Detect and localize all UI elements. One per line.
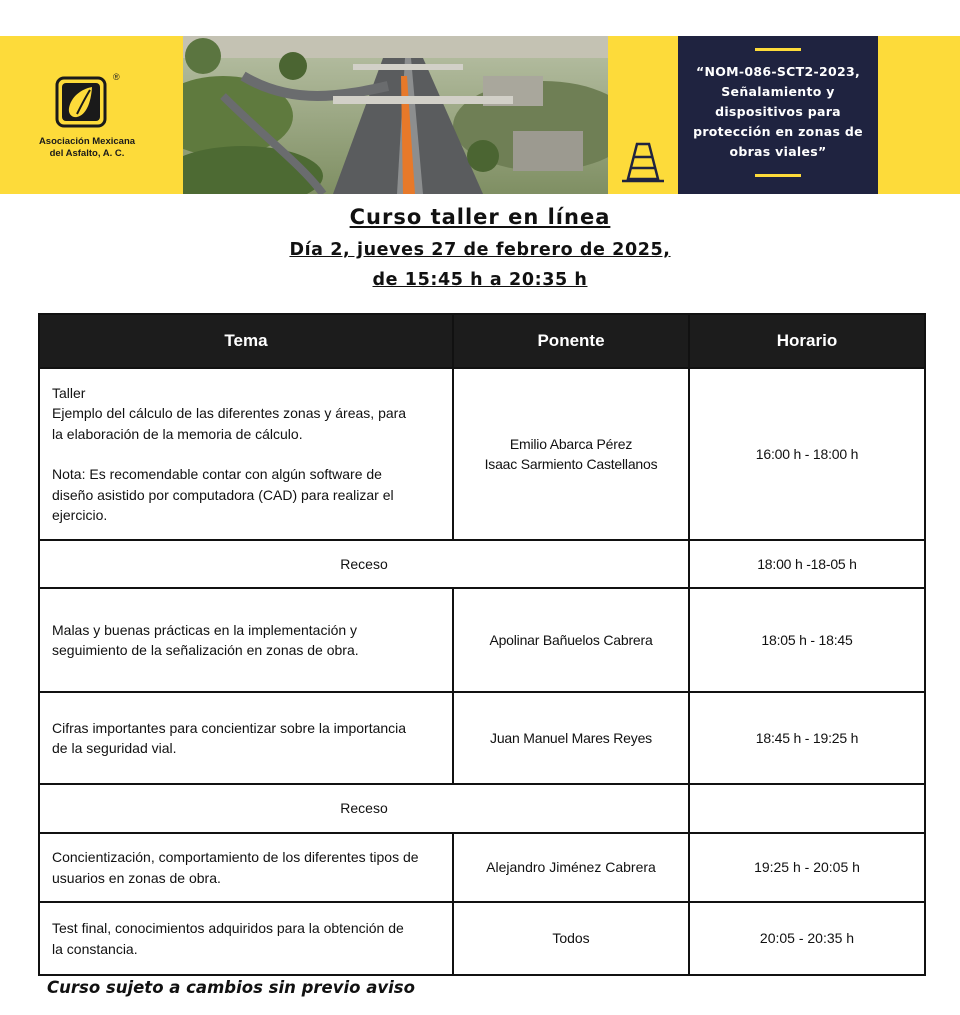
- schedule-cell: 20:05 - 20:35 h: [689, 902, 925, 975]
- header-speaker: Ponente: [453, 314, 689, 368]
- schedule-cell: [689, 784, 925, 833]
- recess-row: [39, 540, 925, 588]
- amaac-logo-icon: [55, 76, 107, 128]
- schedule-cell: 18:00 h -18-05 h: [689, 540, 925, 588]
- speaker-cell: Apolinar Bañuelos Cabrera: [453, 588, 689, 692]
- registered-mark: ®: [113, 72, 120, 82]
- recess-cell: Receso: [39, 784, 689, 833]
- highway-photo: [183, 36, 608, 194]
- table-row: [39, 692, 925, 784]
- header-topic: Tema: [39, 314, 453, 368]
- event-date: Día 2, jueves 27 de febrero de 2025,: [289, 240, 671, 260]
- schedule-cell: 19:25 h - 20:05 h: [689, 833, 925, 902]
- topic-cell: Malas y buenas prácticas en la implementación y seguimiento de la señalización en zonas de obra.: [39, 588, 453, 692]
- table-row: [39, 833, 925, 902]
- course-title: “NOM-086-SCT2-2023, Señalamiento y dispositivos para protección en zonas de obras viales”: [693, 64, 863, 159]
- accent-line-top: [755, 48, 801, 51]
- course-title-panel: [678, 36, 878, 194]
- schedule-cell: 18:45 h - 19:25 h: [689, 692, 925, 784]
- speaker-cell: Juan Manuel Mares Reyes: [453, 692, 689, 784]
- disclaimer-note: Curso sujeto a cambios sin previo aviso: [47, 978, 415, 997]
- right-yellow-panel: [878, 36, 960, 194]
- page-title: Curso taller en línea: [349, 205, 611, 229]
- cone-panel: [608, 36, 678, 194]
- event-time: de 15:45 h a 20:35 h: [372, 270, 588, 290]
- schedule-cell: 18:05 h - 18:45: [689, 588, 925, 692]
- speaker-cell: Emilio Abarca Pérez Isaac Sarmiento Castellanos: [453, 368, 689, 540]
- table-row: [39, 368, 925, 540]
- topic-cell: Cifras importantes para concientizar sobre la importancia de la seguridad vial.: [39, 692, 453, 784]
- highway-aerial-image: [183, 36, 608, 194]
- recess-cell: Receso: [39, 540, 689, 588]
- speaker-cell: Todos: [453, 902, 689, 975]
- speaker-cell: Alejandro Jiménez Cabrera: [453, 833, 689, 902]
- accent-line-bottom: [755, 174, 801, 177]
- logo-text: Asociación Mexicana del Asfalto, A. C.: [38, 136, 136, 159]
- table-header-row: [39, 314, 925, 368]
- logo-panel: [0, 36, 183, 194]
- table-row: [39, 902, 925, 975]
- schedule-cell: 16:00 h - 18:00 h: [689, 368, 925, 540]
- header-banner: [0, 36, 960, 194]
- topic-cell: Test final, conocimientos adquiridos para la obtención de la constancia.: [39, 902, 453, 975]
- header-schedule: Horario: [689, 314, 925, 368]
- schedule-table: [38, 313, 926, 976]
- traffic-cone-icon: [608, 36, 678, 194]
- table-row: [39, 588, 925, 692]
- recess-row: [39, 784, 925, 833]
- topic-cell: Taller Ejemplo del cálculo de las diferentes zonas y áreas, para la elaboración de la memoria de cálculo. Nota: Es recomendable contar con algún software de diseño asistido por computadora (CAD) para realizar el ejercicio.: [39, 368, 453, 540]
- topic-cell: Concientización, comportamiento de los diferentes tipos de usuarios en zonas de obra.: [39, 833, 453, 902]
